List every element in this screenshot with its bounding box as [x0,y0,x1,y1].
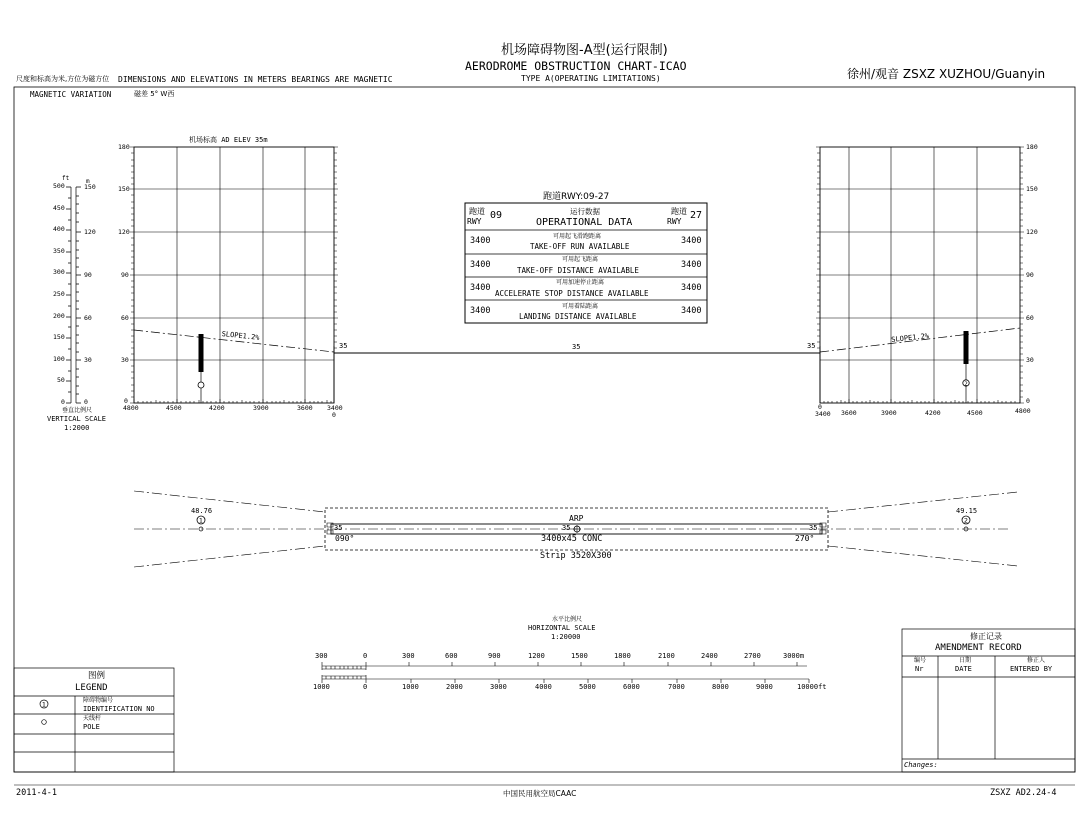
ft-tick: 50 [57,376,65,384]
units-note-cn: 尺度和标高为米,方位为磁方位 [16,75,110,83]
left-profile-ticks [134,399,331,403]
ft-tick: 500 [53,182,65,190]
runway-dimensions: 3400x45 CONC [541,534,603,544]
legend-id-cn: 障碍物编号 [83,697,114,704]
ft-tick: 5000 [579,683,596,691]
obstacle-2-elev: 49.15 [956,507,978,515]
hscale-ratio: 1:20000 [551,633,581,641]
op-en-label: TAKE-OFF DISTANCE AVAILABLE [517,266,639,275]
rwy-title: 跑道RWY:09-27 [543,192,610,202]
strip-dimensions: Strip 3520X300 [540,551,612,561]
amendment-title-en: AMENDMENT RECORD [935,643,1022,653]
takeoff-area-right-upper [828,492,1018,512]
takeoff-area-right-lower [828,546,1018,566]
op-cn-label: 可用着陆距离 [562,303,599,310]
ft-tick: 10000ft [797,683,827,691]
legend-title-cn: 图例 [88,671,106,681]
legend-pole-cn: 天线杆 [83,715,102,722]
threshold-right-elev: 35 [809,524,818,532]
elev-tick: 90 [121,271,129,279]
obstacle-marker-icon [198,382,204,388]
obstacle-2-profile [963,331,969,403]
amendment-nr-cn: 编号 [914,657,927,664]
ft-tick: 0 [61,398,65,406]
pole-bar-icon [199,334,204,372]
bearing-left: 090° [335,534,355,543]
hdr-center-cn: 运行数据 [570,207,600,216]
hdr-right-cn: 跑道 [671,207,687,216]
rwy-elev-right: 35 [807,342,816,350]
op-en-label: ACCELERATE STOP DISTANCE AVAILABLE [495,289,649,298]
legend-pole-en: POLE [83,723,100,731]
arp-label: ARP [569,514,584,523]
slope-label-right: SLOPE1.2% [890,332,930,344]
dist-tick: 3600 [841,409,857,417]
op-en-label: TAKE-OFF RUN AVAILABLE [530,242,630,251]
op-right-value: 3400 [681,306,702,316]
footer-date: 2011-4-1 [16,788,57,798]
ft-tick: 250 [53,290,65,298]
hdr-right-en: RWY [667,217,682,226]
threshold-left-marks [327,523,333,534]
m-tick: 120 [84,228,96,236]
elev-tick: 60 [1026,314,1034,322]
dist-tick: 4800 [1015,407,1031,415]
dist-tick: 3400 [815,410,831,418]
takeoff-area-left-upper [134,491,325,512]
op-left-value: 3400 [470,260,491,270]
ad-elev-label: 机场标高 AD ELEV 35m [189,136,268,144]
hdr-right-num: 27 [690,210,703,221]
hdr-center-en: OPERATIONAL DATA [536,217,633,228]
elev-tick: 180 [1026,143,1038,151]
vscale-label-en: VERTICAL SCALE [47,415,107,423]
takeoff-area-left-lower [134,546,325,567]
vertical-scale [66,187,81,403]
rwy-elev-left: 35 [339,342,348,350]
svg-text:2: 2 [964,381,968,388]
svg-text:1: 1 [41,700,47,709]
m-tick: 1500 [571,652,588,660]
arp-elev: 35 [562,524,571,532]
ft-tick: 350 [53,247,65,255]
op-right-value: 3400 [681,260,702,270]
amendment-entered-cn: 修正人 [1027,657,1046,664]
m-tick: 1200 [528,652,545,660]
amendment-changes: Changes: [904,761,938,769]
m-tick: 0 [84,398,88,406]
footer-authority: 中国民用航空局CAAC [503,789,577,798]
elev-tick: 30 [1026,356,1034,364]
hscale-label-en: HORIZONTAL SCALE [528,624,596,632]
dist-tick: 4500 [967,409,983,417]
ft-tick: 3000 [490,683,507,691]
legend-id-en: IDENTIFICATION NO [83,705,155,713]
vscale-m-unit: m [86,178,90,185]
m-tick: 90 [84,271,92,279]
threshold-left-elev: 35 [334,524,343,532]
ft-tick: 7000 [668,683,685,691]
ft-tick: 200 [53,312,65,320]
title-cn: 机场障碍物图-A型(运行限制) [501,43,668,58]
footer-page-id: ZSXZ AD2.24-4 [990,788,1057,798]
elev-tick: 120 [118,228,130,236]
elev-tick: 180 [118,143,130,151]
ft-tick: 0 [363,683,368,691]
ft-tick: 9000 [756,683,773,691]
pole-bar-icon [964,331,969,364]
magvar-label: MAGNETIC VARIATION [30,90,112,99]
elev-tick: 0 [124,397,128,405]
right-profile-ticks [820,399,1020,403]
horizontal-scale [322,662,809,683]
m-tick: 0 [363,652,368,660]
hdr-left-cn: 跑道 [469,207,485,216]
obstacle-2-id: 2 [963,516,969,525]
ft-tick: 1000 [402,683,419,691]
left-profile-grid [134,147,334,403]
elev-tick: 150 [118,185,130,193]
dist-tick: 4200 [925,409,941,417]
hdr-left-en: RWY [467,217,482,226]
dist-tick: 4500 [166,404,182,412]
m-tick: 30 [84,356,92,364]
op-cn-label: 可用加速停止距离 [556,279,605,286]
ft-tick: 450 [53,204,65,212]
amendment-date-en: DATE [955,665,972,673]
m-tick: 2700 [744,652,761,660]
dist-tick: 4200 [209,404,225,412]
ft-tick: 400 [53,225,65,233]
m-tick: 300 [402,652,415,660]
m-tick: 300 [315,652,328,660]
vscale-label-cn: 垂直比例尺 [62,407,93,414]
dist-tick: 3900 [253,404,269,412]
ft-tick: 8000 [712,683,729,691]
m-tick: 900 [488,652,501,660]
op-cn-label: 可用起飞距离 [562,256,599,263]
ft-tick: 1000 [313,683,330,691]
elev-tick: 30 [121,356,129,364]
amendment-date-cn: 日期 [959,657,972,664]
dist-tick: 4800 [123,404,139,412]
location-title: 徐州/观音 ZSXZ XUZHOU/Guanyin [847,67,1046,81]
m-tick: 600 [445,652,458,660]
elev-tick: 0 [1026,397,1030,405]
m-tick: 2100 [658,652,675,660]
op-left-value: 3400 [470,283,491,293]
hdr-left-num: 09 [490,210,503,221]
legend-pole-icon [42,720,47,725]
obstacle-1-profile [198,334,204,403]
elev-tick: 90 [1026,271,1034,279]
title-en: AERODROME OBSTRUCTION CHART-ICAO [465,59,687,73]
ft-tick: 2000 [446,683,463,691]
amendment-title-cn: 修正记录 [970,632,1002,641]
op-en-label: LANDING DISTANCE AVAILABLE [519,312,637,321]
obstacle-1-elev: 48.76 [191,507,213,515]
elev-tick: 120 [1026,228,1038,236]
dist-tick: 3600 [297,404,313,412]
dist-zero: 0 [332,411,336,419]
amendment-entered-en: ENTERED BY [1010,665,1053,673]
op-cn-label: 可用起飞滑跑距离 [553,233,602,240]
magvar-value: 磁差 5° W西 [134,90,175,98]
obstacle-1-id: 1 [198,516,204,525]
legend-title-en: LEGEND [75,683,108,693]
ft-tick: 150 [53,333,65,341]
dist-zero: 0 [818,403,822,411]
m-tick: 3000m [783,652,805,660]
rwy-elev-mid: 35 [572,343,581,351]
ft-tick: 100 [53,355,65,363]
right-profile-grid [820,147,1020,403]
threshold-right-marks [820,523,826,534]
dist-tick: 3400 [327,404,343,412]
elev-tick: 150 [1026,185,1038,193]
op-right-value: 3400 [681,283,702,293]
m-tick: 150 [84,183,96,191]
dist-tick: 3900 [881,409,897,417]
hscale-label-cn: 水平比例尺 [552,616,583,623]
op-right-value: 3400 [681,236,702,246]
slope-label-left: SLOPE1.2% [221,330,260,342]
m-tick: 60 [84,314,92,322]
subtitle-en: TYPE A(OPERATING LIMITATIONS) [521,74,661,83]
elev-tick: 60 [121,314,129,322]
m-tick: 1800 [614,652,631,660]
ft-tick: 4000 [535,683,552,691]
ft-tick: 300 [53,268,65,276]
op-left-value: 3400 [470,306,491,316]
vscale-ft-unit: ft [62,175,70,182]
units-note-en: DIMENSIONS AND ELEVATIONS IN METERS BEARINGS ARE MAGNETIC [118,75,393,84]
bearing-right: 270° [795,534,815,543]
m-tick: 2400 [701,652,718,660]
op-left-value: 3400 [470,236,491,246]
amendment-nr-en: Nr [915,665,924,673]
ft-tick: 6000 [623,683,640,691]
vscale-ratio: 1:2000 [64,424,90,432]
